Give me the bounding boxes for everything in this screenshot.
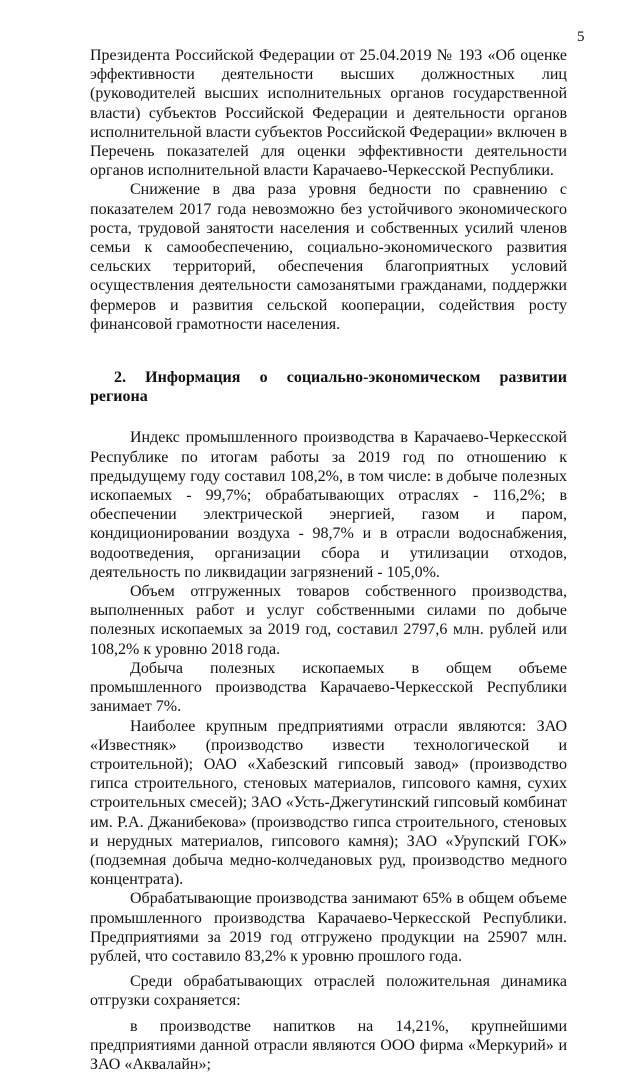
paragraph-industrial-index: Индекс промышленного производства в Карачаево-Черкесской Республике по итогам работы за 2019 год по отношению к предыдущему году составил 108,2%, в том числе: в добыче полезных ископаемых - 99,7%; обрабатывающих отраслях - 116,2%; в обеспечении электрической энергией, газом и паром, кондиционировании воздуха - 98,7% и в отрасли водоснабжения, водоотведения, организации сбора и утилизации отходов, деятельность по ликвидации загрязнений - 105,0%. [90, 429, 567, 581]
paragraph-positive-dynamics: Среди обрабатывающих отраслей положительная динамика отгрузки сохраняется: [90, 973, 567, 1010]
paragraph-decree-continuation: Президента Российской Федерации от 25.04.2019 № 193 «Об оценке эффективности деятельности высших должностных лиц (руководителей высших исполнительных органов государственной власти) субъектов Российской Федерации и деятельности органов исполнительной власти субъектов Российской Федерации» включен в Перечень показателей для оценки эффективности деятельности органов исполнительной власти Карачаево-Черкесской Республики. [90, 47, 567, 180]
paragraph-largest-enterprises: Наиболее крупным предприятиями отрасли являются: ЗАО «Известняк» (производство извести технологической и строительной); ОАО «Хабезский гипсовый завод» (производство гипса строительного, стеновых материалов, гипсового камня, сухих строительных смесей); ЗАО «Усть-Джегутинский гипсовый комбинат им. Р.А. Джанибекова» (производство гипса строительного, стеновых и нерудных материалов, гипсового камня); ЗАО «Урупский ГОК» (подземная добыча медно-колчедановых руд, производство медного концентрата). [90, 717, 567, 889]
page-number: 5 [577, 29, 585, 45]
paragraph-poverty-reduction: Снижение в два раза уровня бедности по сравнению с показателем 2017 года невозможно без устойчивого экономического роста, трудовой занятости населения и собственных усилий членов семьи к самообеспечению, социально-экономического развития сельских территорий, обеспечения благоприятных условий осуществления деятельности самозанятыми гражданами, поддержки фермеров и развития сельской кооперации, содействия росту финансовой грамотности населения. [90, 181, 567, 333]
paragraph-mining-volume: Объем отгруженных товаров собственного производства, выполненных работ и услуг собственными силами по добыче полезных ископаемых за 2019 год, составил 2797,6 млн. рублей или 108,2% к уровню 2018 года. [90, 583, 567, 658]
paragraph-manufacturing-share: Обрабатывающие производства занимают 65% в общем объеме промышленного производства Карачаево-Черкесской Республики. Предприятиями за 2019 год отгружено продукции на 25907 млн. рублей, что составило 83,2% к уровню прошлого года. [90, 890, 567, 965]
document-body [90, 46, 567, 1074]
list-item-beverages: в производстве напитков на 14,21%, крупнейшими предприятиями данной отрасли являются ООО фирма «Меркурий» и ЗАО «Аквалайн»; [90, 1017, 567, 1073]
section-heading: 2. Информация о социально-экономическом развитии региона [90, 369, 567, 406]
paragraph-mining-share: Добыча полезных ископаемых в общем объеме промышленного производства Карачаево-Черкесской Республики занимает 7%. [90, 659, 567, 716]
